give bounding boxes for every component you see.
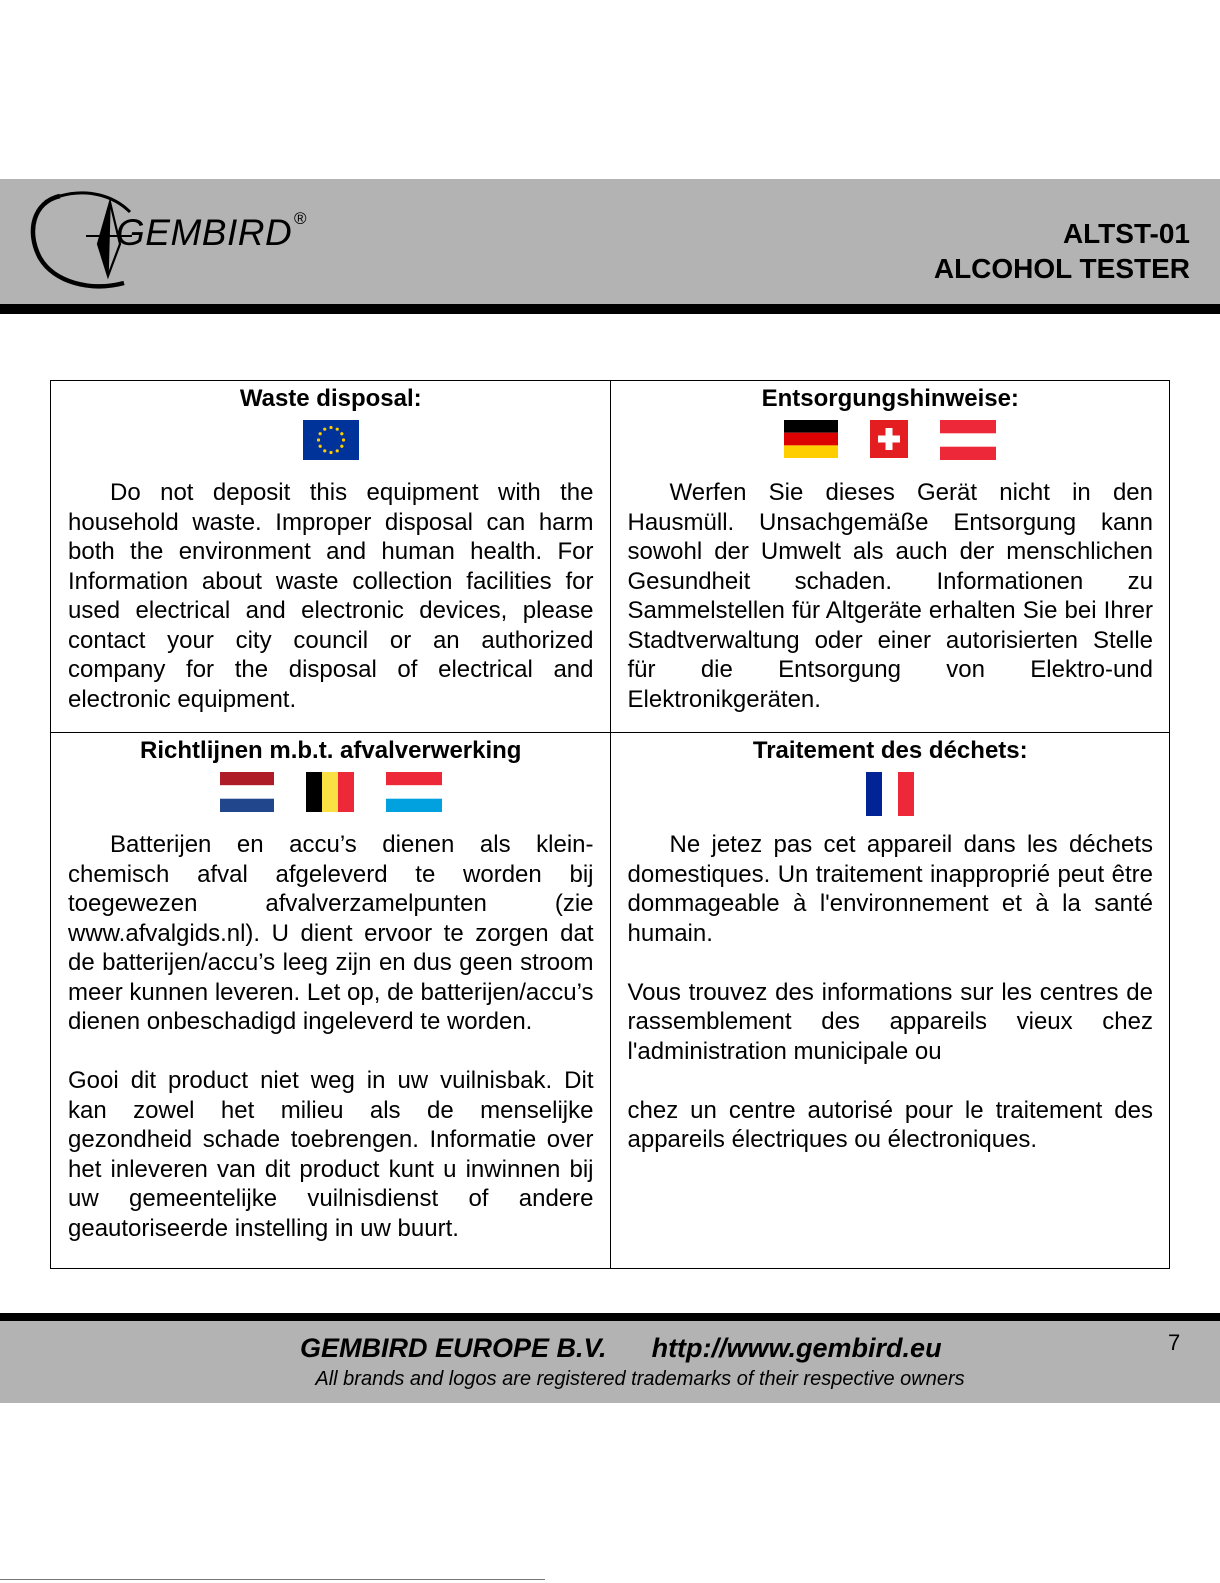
- eu-flag-icon: [303, 420, 359, 460]
- section-french: [610, 733, 1170, 1269]
- eu-star-icon: [335, 428, 338, 431]
- luxembourg-flag-icon: [386, 772, 442, 812]
- section-paragraph: Batterijen en accu’s dienen als klein-chemisch afval afgeleverd te worden bij toegewezen afvalverzamelpunten (zie www.afvalgids.nl). U dient ervoor te zorgen dat de batterijen/accu’s leeg zijn en dus geen stroom meer kunnen leveren. Let op, de batterijen/accu’s dienen onbeschadigd ingeleverd te worden.: [68, 831, 594, 1035]
- company-name: GEMBIRD EUROPE B.V.: [300, 1333, 607, 1363]
- eu-star-icon: [318, 445, 321, 448]
- bottom-rule: [0, 1579, 545, 1580]
- section-paragraph: Werfen Sie dieses Gerät nicht in den Hausmüll. Unsachgemäße Entsorgung kann sowohl der Umwelt als auch der menschlichen Gesundheit schaden. Informationen zu Sammelstellen für Altgeräte erhalten Sie bei Ihrer Stadtverwaltung oder einer autorisierten Stelle für die Entsorgung von Elektro-und Elektronikgeräten.: [627, 479, 1153, 713]
- brand-name: GEMBIRD: [116, 212, 293, 253]
- netherlands-flag-icon: [220, 772, 274, 812]
- table-row: [51, 733, 1170, 1269]
- eu-star-icon: [317, 438, 320, 441]
- eu-star-icon: [340, 432, 343, 435]
- eu-star-icon: [335, 449, 338, 452]
- product-name: ALCOHOL TESTER: [933, 253, 1190, 284]
- section-title: Waste disposal:: [239, 385, 422, 412]
- section-dutch: [51, 733, 611, 1269]
- table-row: [51, 381, 1170, 733]
- disposal-table: [50, 380, 1170, 1269]
- austria-flag-icon: [940, 420, 996, 460]
- model-number: ALTST-01: [1062, 218, 1190, 249]
- eu-star-icon: [340, 445, 343, 448]
- flag-row: [628, 772, 1154, 830]
- eu-star-icon: [342, 438, 345, 441]
- page-number: 7: [1168, 1330, 1181, 1355]
- model-info: [934, 216, 1190, 286]
- section-title: Traitement des déchets:: [752, 737, 1028, 764]
- trademark-note: All brands and logos are registered trademarks of their respective owners: [315, 1368, 965, 1390]
- belgium-flag-icon: [306, 772, 354, 812]
- section-paragraph: chez un centre autorisé pour le traitement des appareils électriques ou électroniques.: [627, 1096, 1153, 1153]
- switzerland-flag-icon: [870, 420, 908, 458]
- section-paragraph: Do not deposit this equipment with the household waste. Improper disposal can harm both the environment and human health. For Information about waste collection facilities for used electrical and electronic devices, please contact your city council or an authorized company for the disposal of electrical and electronic equipment.: [68, 479, 594, 713]
- eu-star-icon: [323, 449, 326, 452]
- header-rule: [0, 304, 1220, 314]
- registered-mark: ®: [294, 209, 307, 228]
- flag-row: [68, 772, 594, 830]
- section-title: Richtlijnen m.b.t. afvalverwerking: [140, 737, 522, 764]
- section-paragraph: Vous trouvez des informations sur les centres de rassemblement des appareils vieux chez l'administration municipale ou: [627, 978, 1153, 1065]
- section-paragraph: Gooi dit product niet weg in uw vuilnisbak. Dit kan zowel het milieu als de menselijke gezondheid schade toebrengen. Informatie over het inleveren van dit product kunt u inwinnen bij uw gemeentelijke vuilnisdienst of andere geautoriseerde instelling in uw buurt.: [68, 1067, 594, 1242]
- eu-star-icon: [329, 451, 332, 454]
- flag-row: [628, 420, 1154, 478]
- section-english: [51, 381, 611, 733]
- germany-flag-icon: [784, 420, 838, 458]
- eu-star-icon: [323, 428, 326, 431]
- eu-star-icon: [329, 426, 332, 429]
- section-german: [610, 381, 1170, 733]
- france-flag-icon: [866, 772, 914, 816]
- footer-company-line: [300, 1335, 942, 1362]
- company-url[interactable]: http://www.gembird.eu: [651, 1333, 942, 1363]
- section-title: Entsorgungshinweise:: [761, 385, 1019, 412]
- eu-star-icon: [318, 432, 321, 435]
- section-paragraph: Ne jetez pas cet appareil dans les déchets domestiques. Un traitement inapproprié peut être dommageable à l'environnement et à la santé humain.: [627, 831, 1153, 947]
- footer-rule: [0, 1313, 1220, 1321]
- flag-row: [68, 420, 594, 478]
